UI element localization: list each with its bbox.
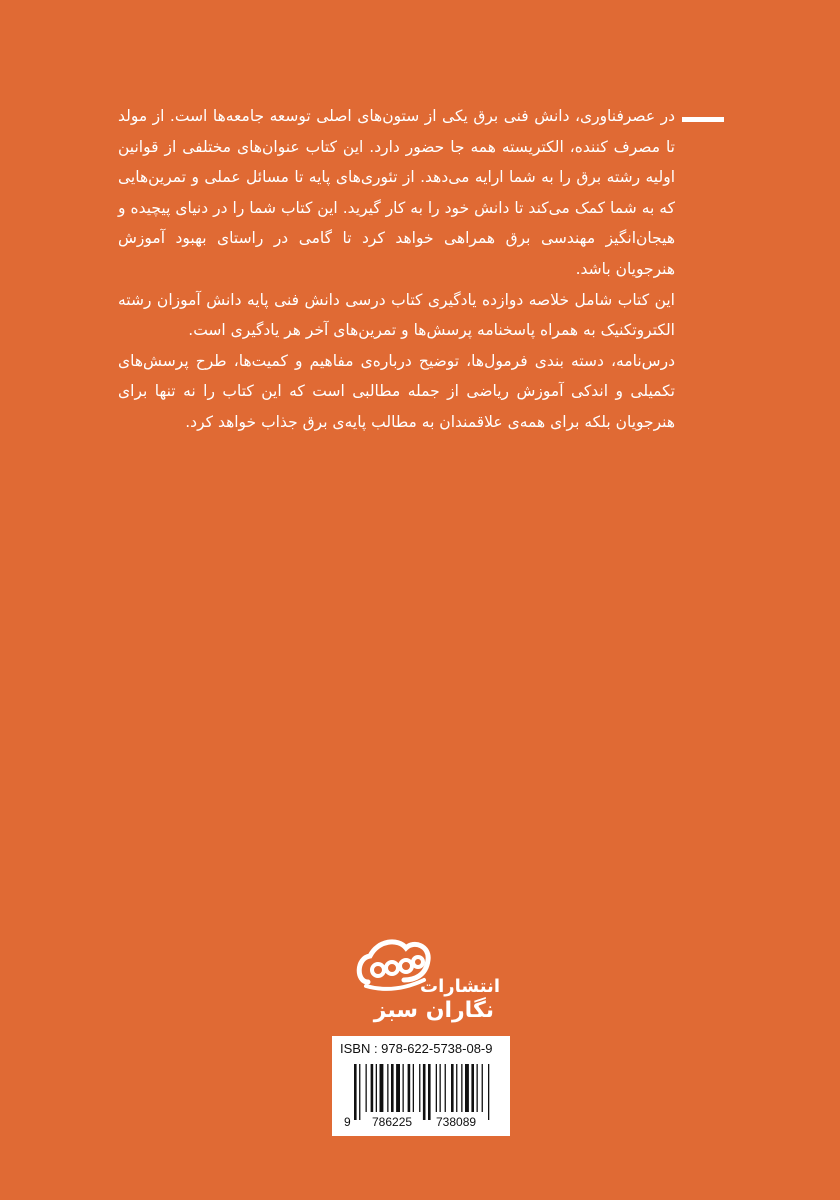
barcode-bar [440,1064,441,1112]
barcode-bar [371,1064,374,1112]
barcode-bar [408,1064,411,1112]
description-paragraph-3: درس‌نامه، دسته بندی فرمول‌ها، توضیح درباره‌ی مفاهیم و کمیت‌ها، طرح پرسش‌های تکمیلی و اندکی آموزش ریاضی از جمله مطالبی است که این کتاب را نه تنها برای هنرجویان بلکه برای همه‌ی علاقمندان به مطالب پایه‌ی برق جذاب خواهد کرد. [118,351,675,431]
barcode-bar [445,1064,446,1112]
barcode-bar [471,1064,474,1112]
description-paragraph-2: این کتاب شامل خلاصه دوازده یادگیری کتاب درسی دانش فنی پایه دانش آموزان رشته الکتروتکنیک به همراه پاسخنامه پرسش‌ها و تمرین‌های آخر هر یادگیری است. [118,290,675,340]
barcode-digits-group2: 738089 [436,1115,477,1129]
barcode-bar [413,1064,414,1112]
description-paragraph-1: در عصرفناوری، دانش فنی برق یکی از ستون‌های اصلی توسعه جامعه‌ها است. از مولد تا مصرف کننده، الکتریسته همه جا حضور دارد. این کتاب عنوان‌های مختلفی از قوانین اولیه رشته برق را به شما ارایه می‌دهد. از تئوری‌های پایه تا مسائل عملی و تمرین‌هایی که به شما کمک می‌کند تا دانش خود را به کار گیرید. این کتاب شما را در دنیای پیچیده و هیجان‌انگیز مهندسی برق همراهی خواهد کرد تا گامی در راستای بهبود آموزش هنرجویان باشد. [118,107,675,278]
barcode-digits-group1: 786225 [372,1115,413,1129]
publisher-series-label: انتشارات [420,976,500,997]
barcode-bar [376,1064,377,1112]
barcode-bar [380,1064,384,1112]
isbn-barcode-box [332,1036,510,1136]
barcode-bar [387,1064,388,1112]
barcode-bar [461,1064,462,1112]
back-cover-description [118,101,675,438]
barcode [332,1060,510,1136]
barcode-bars [354,1064,489,1120]
barcode-bar [391,1064,394,1112]
barcode-bar [456,1064,457,1112]
barcode-digit-first: 9 [344,1115,351,1129]
barcode-bar [423,1064,426,1120]
barcode-bar [354,1064,357,1120]
barcode-bar [403,1064,404,1112]
barcode-bar [366,1064,367,1112]
barcode-bar [428,1064,431,1120]
barcode-bar [359,1064,360,1120]
decorative-dash [682,117,724,122]
barcode-bar [465,1064,469,1112]
publisher-block [340,936,500,1032]
barcode-bar [436,1064,437,1112]
barcode-bar [419,1064,420,1112]
barcode-bar [451,1064,454,1112]
barcode-bar [477,1064,478,1112]
barcode-bar [482,1064,483,1112]
publisher-name: نگاران سبز [373,998,494,1023]
barcode-bar [396,1064,400,1112]
isbn-label: ISBN : 978-622-5738-08-9 [340,1041,493,1056]
barcode-bar [488,1064,489,1120]
